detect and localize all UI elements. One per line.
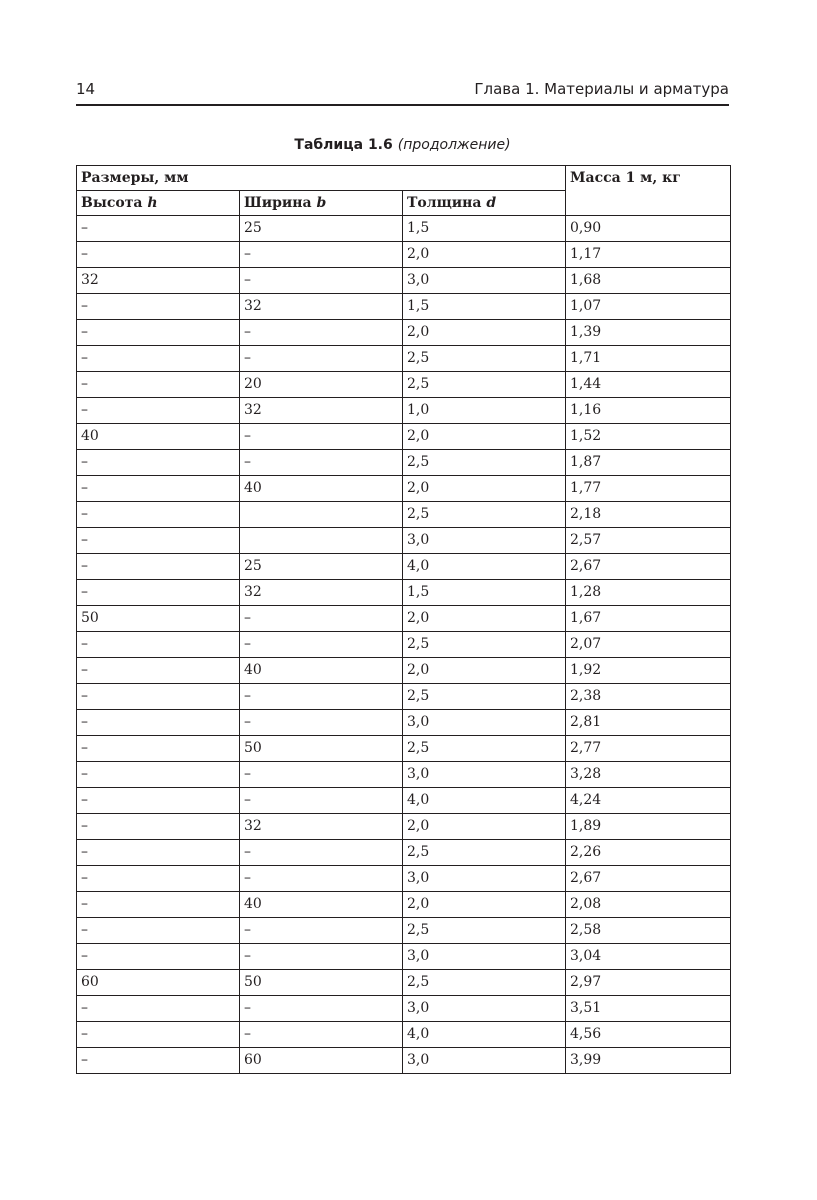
mass-cell: 3,99 [566, 1048, 731, 1074]
mass-cell: 1,87 [566, 450, 731, 476]
page-header [76, 78, 729, 106]
table-row [77, 398, 731, 424]
table-row [77, 684, 731, 710]
height-cell: – [77, 476, 240, 502]
width-cell: – [240, 606, 403, 632]
table-row [77, 996, 731, 1022]
thickness-cell: 2,5 [403, 450, 566, 476]
width-cell: – [240, 996, 403, 1022]
table-row [77, 502, 731, 528]
width-cell: 40 [240, 658, 403, 684]
table-caption-note: (продолжение) [397, 137, 511, 153]
table-row [77, 1022, 731, 1048]
thickness-cell: 2,0 [403, 476, 566, 502]
table-row [77, 242, 731, 268]
table-header-row [77, 166, 731, 191]
table-row [77, 736, 731, 762]
width-cell: 50 [240, 736, 403, 762]
height-cell: – [77, 944, 240, 970]
thickness-cell: 2,0 [403, 242, 566, 268]
width-cell: – [240, 632, 403, 658]
mass-cell: 1,17 [566, 242, 731, 268]
table-row [77, 892, 731, 918]
table-row [77, 528, 731, 554]
thickness-cell: 2,5 [403, 346, 566, 372]
dimensions-group-header: Размеры, мм [77, 166, 566, 191]
width-cell [240, 502, 403, 528]
thickness-cell: 2,5 [403, 918, 566, 944]
thickness-cell: 2,0 [403, 814, 566, 840]
table-row [77, 840, 731, 866]
width-cell: – [240, 762, 403, 788]
height-cell: – [77, 892, 240, 918]
thickness-cell: 3,0 [403, 944, 566, 970]
width-cell: – [240, 866, 403, 892]
height-cell: 32 [77, 268, 240, 294]
thickness-header-symbol: d [486, 195, 497, 211]
table-row [77, 658, 731, 684]
width-cell: 32 [240, 814, 403, 840]
height-cell: – [77, 918, 240, 944]
thickness-column-header [403, 191, 566, 216]
height-cell: – [77, 1022, 240, 1048]
thickness-cell: 2,0 [403, 892, 566, 918]
width-cell: – [240, 268, 403, 294]
height-cell: – [77, 840, 240, 866]
mass-cell: 0,90 [566, 216, 731, 242]
thickness-cell: 3,0 [403, 1048, 566, 1074]
height-cell: – [77, 1048, 240, 1074]
width-cell [240, 528, 403, 554]
mass-cell: 2,18 [566, 502, 731, 528]
table-row [77, 476, 731, 502]
height-cell: – [77, 736, 240, 762]
mass-cell: 2,77 [566, 736, 731, 762]
mass-cell: 1,67 [566, 606, 731, 632]
thickness-cell: 3,0 [403, 528, 566, 554]
mass-cell: 2,08 [566, 892, 731, 918]
mass-cell: 1,68 [566, 268, 731, 294]
width-header-symbol: b [316, 195, 327, 211]
height-header-symbol: h [147, 195, 158, 211]
mass-cell: 1,28 [566, 580, 731, 606]
thickness-cell: 4,0 [403, 554, 566, 580]
height-cell: – [77, 814, 240, 840]
thickness-cell: 2,0 [403, 424, 566, 450]
mass-cell: 1,77 [566, 476, 731, 502]
width-cell: – [240, 450, 403, 476]
mass-cell: 2,26 [566, 840, 731, 866]
thickness-cell: 1,5 [403, 580, 566, 606]
height-cell: – [77, 294, 240, 320]
thickness-cell: 2,5 [403, 684, 566, 710]
thickness-cell: 4,0 [403, 1022, 566, 1048]
thickness-cell: 1,0 [403, 398, 566, 424]
mass-cell: 2,57 [566, 528, 731, 554]
table-row [77, 866, 731, 892]
table-row [77, 632, 731, 658]
thickness-cell: 2,0 [403, 320, 566, 346]
thickness-cell: 4,0 [403, 788, 566, 814]
table-row [77, 918, 731, 944]
width-cell: 20 [240, 372, 403, 398]
thickness-cell: 2,0 [403, 658, 566, 684]
table-row [77, 814, 731, 840]
mass-cell: 2,07 [566, 632, 731, 658]
mass-cell: 1,92 [566, 658, 731, 684]
height-cell: – [77, 710, 240, 736]
height-cell: – [77, 762, 240, 788]
table-row [77, 216, 731, 242]
width-cell: – [240, 242, 403, 268]
mass-cell: 2,97 [566, 970, 731, 996]
width-cell: – [240, 684, 403, 710]
height-cell: – [77, 788, 240, 814]
height-cell: – [77, 502, 240, 528]
mass-cell: 4,56 [566, 1022, 731, 1048]
table-row [77, 294, 731, 320]
width-cell: – [240, 320, 403, 346]
height-cell: – [77, 346, 240, 372]
table-row [77, 424, 731, 450]
width-cell: 40 [240, 892, 403, 918]
thickness-cell: 2,5 [403, 632, 566, 658]
height-cell: – [77, 398, 240, 424]
thickness-cell: 1,5 [403, 216, 566, 242]
width-cell: 50 [240, 970, 403, 996]
height-cell: 60 [77, 970, 240, 996]
table-row [77, 710, 731, 736]
mass-cell: 2,67 [566, 866, 731, 892]
thickness-cell: 3,0 [403, 268, 566, 294]
mass-cell: 1,89 [566, 814, 731, 840]
mass-cell: 1,71 [566, 346, 731, 372]
height-cell: 50 [77, 606, 240, 632]
width-cell: 32 [240, 294, 403, 320]
table-caption-label: Таблица 1.6 [294, 137, 393, 153]
mass-cell: 1,44 [566, 372, 731, 398]
table-row [77, 944, 731, 970]
height-cell: – [77, 320, 240, 346]
width-cell: – [240, 944, 403, 970]
thickness-cell: 2,5 [403, 502, 566, 528]
height-cell: – [77, 528, 240, 554]
height-cell: – [77, 216, 240, 242]
width-cell: – [240, 346, 403, 372]
table-row [77, 320, 731, 346]
thickness-cell: 1,5 [403, 294, 566, 320]
height-header-label: Высота [81, 195, 148, 211]
height-cell: – [77, 632, 240, 658]
width-cell: 60 [240, 1048, 403, 1074]
height-column-header [77, 191, 240, 216]
height-cell: – [77, 242, 240, 268]
width-cell: – [240, 1022, 403, 1048]
height-cell: 40 [77, 424, 240, 450]
mass-cell: 1,39 [566, 320, 731, 346]
width-cell: 32 [240, 398, 403, 424]
table-row [77, 606, 731, 632]
height-cell: – [77, 684, 240, 710]
mass-column-header: Масса 1 м, кг [566, 166, 731, 216]
width-cell: 32 [240, 580, 403, 606]
table-row [77, 268, 731, 294]
width-cell: 25 [240, 554, 403, 580]
mass-cell: 2,67 [566, 554, 731, 580]
thickness-cell: 3,0 [403, 866, 566, 892]
thickness-cell: 3,0 [403, 762, 566, 788]
table-row [77, 1048, 731, 1074]
width-cell: 40 [240, 476, 403, 502]
height-cell: – [77, 450, 240, 476]
width-cell: – [240, 788, 403, 814]
width-cell: 25 [240, 216, 403, 242]
dimensions-mass-table [76, 165, 731, 1074]
width-column-header [240, 191, 403, 216]
thickness-cell: 3,0 [403, 710, 566, 736]
thickness-cell: 2,5 [403, 840, 566, 866]
table-body [77, 216, 731, 1074]
width-cell: – [240, 840, 403, 866]
height-cell: – [77, 372, 240, 398]
table-row [77, 554, 731, 580]
height-cell: – [77, 554, 240, 580]
mass-cell: 2,38 [566, 684, 731, 710]
mass-cell: 1,52 [566, 424, 731, 450]
thickness-cell: 2,5 [403, 372, 566, 398]
thickness-cell: 2,5 [403, 736, 566, 762]
thickness-cell: 2,0 [403, 606, 566, 632]
table-row [77, 372, 731, 398]
table-row [77, 970, 731, 996]
table-row [77, 580, 731, 606]
height-cell: – [77, 996, 240, 1022]
mass-cell: 4,24 [566, 788, 731, 814]
height-cell: – [77, 658, 240, 684]
width-cell: – [240, 424, 403, 450]
thickness-cell: 2,5 [403, 970, 566, 996]
height-cell: – [77, 866, 240, 892]
table-row [77, 788, 731, 814]
table-row [77, 762, 731, 788]
width-cell: – [240, 710, 403, 736]
mass-cell: 3,04 [566, 944, 731, 970]
running-head: Глава 1. Материалы и арматура [474, 80, 729, 98]
thickness-header-label: Толщина [407, 195, 487, 211]
page-number: 14 [76, 80, 96, 98]
width-header-label: Ширина [244, 195, 317, 211]
table-caption [76, 137, 729, 153]
table-row [77, 450, 731, 476]
mass-cell: 2,58 [566, 918, 731, 944]
mass-cell: 1,16 [566, 398, 731, 424]
mass-cell: 3,51 [566, 996, 731, 1022]
mass-cell: 3,28 [566, 762, 731, 788]
width-cell: – [240, 918, 403, 944]
thickness-cell: 3,0 [403, 996, 566, 1022]
table-row [77, 346, 731, 372]
mass-cell: 2,81 [566, 710, 731, 736]
height-cell: – [77, 580, 240, 606]
mass-cell: 1,07 [566, 294, 731, 320]
